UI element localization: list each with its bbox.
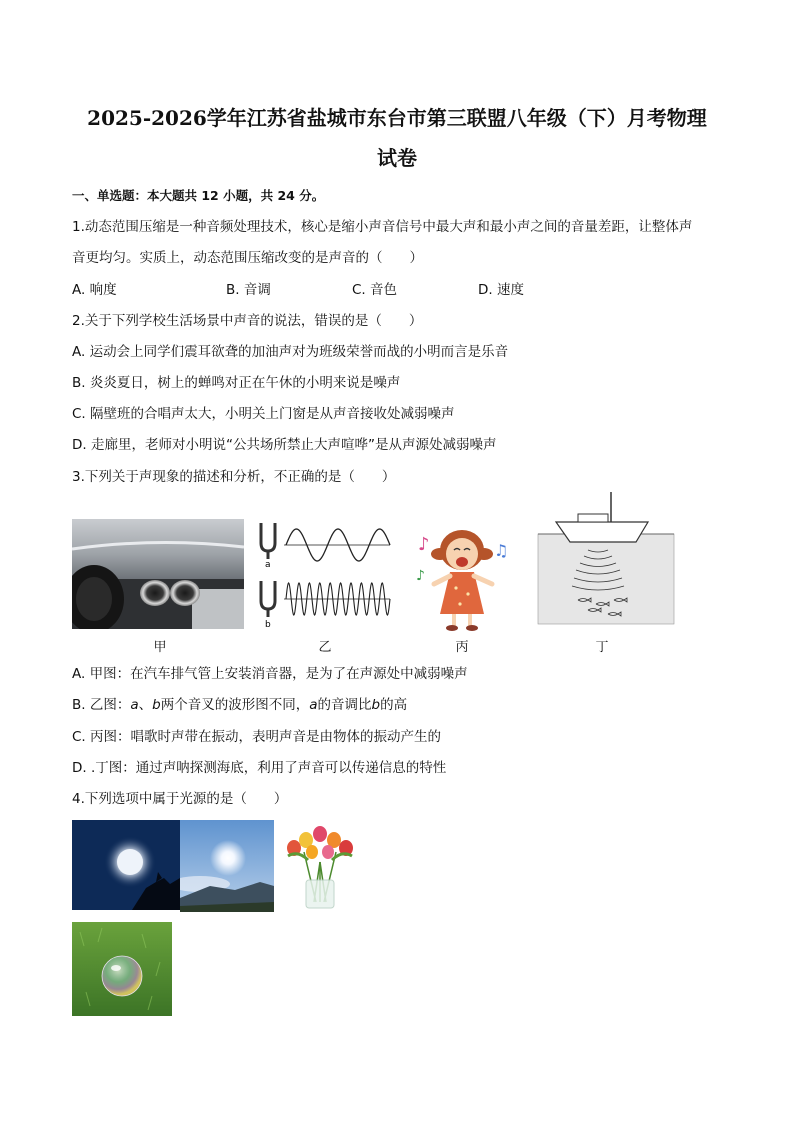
- q1-stem-line1: 1.动态范围压缩是一种音频处理技术，核心是缩小声音信号中最大声和最小声之间的音量差距，让整体声: [72, 219, 693, 235]
- q3-option-b: B. 乙图：a、b两个音叉的波形图不同，a的音调比b的高: [72, 697, 408, 713]
- waveform-b: [286, 583, 390, 615]
- q1-option-c: C. 音色: [352, 282, 398, 298]
- music-note-icon: ♪: [416, 568, 425, 584]
- q3-stem: 3.下列关于声现象的描述和分析，不正确的是（ ）: [72, 469, 396, 485]
- sonar-boat-image: [536, 490, 676, 626]
- soap-bubble-grass-image: [72, 922, 172, 1016]
- exam-title-line2: 试卷: [377, 146, 417, 170]
- tulips-vase-image: [274, 822, 366, 912]
- exam-title-line1: 2025-2026学年江苏省盐城市东台市第三联盟八年级（下）月考物理: [87, 106, 707, 130]
- caption-yi: 乙: [318, 640, 332, 655]
- singing-girl-image: [412, 522, 512, 632]
- q2-option-a: A. 运动会上同学们震耳欲聋的加油声对为班级荣誉而战的小明而言是乐音: [72, 344, 509, 360]
- q2-stem: 2.关于下列学校生活场景中声音的说法，错误的是（ ）: [72, 313, 423, 329]
- q1-stem-line2: 音更均匀。实质上，动态范围压缩改变的是声音的（ ）: [72, 250, 423, 266]
- fork-a-label: a: [265, 560, 271, 570]
- sun-sky-image: [180, 820, 274, 912]
- moon-night-image: [72, 820, 180, 910]
- q3-option-c: C. 丙图：唱歌时声带在振动，表明声音是由物体的振动产生的: [72, 729, 442, 745]
- caption-bing: 丙: [455, 640, 469, 655]
- q1-option-a: A. 响度: [72, 282, 117, 298]
- q3-option-d: D. .丁图：通过声呐探测海底，利用了声音可以传递信息的特性: [72, 760, 447, 776]
- q3-option-a: A. 甲图：在汽车排气管上安装消音器，是为了在声源处中减弱噪声: [72, 666, 468, 682]
- fork-b-label: b: [265, 620, 271, 630]
- music-note-icon: ♫: [494, 541, 509, 560]
- q2-option-b: B. 炎炎夏日，树上的蝉鸣对正在午休的小明来说是噪声: [72, 375, 401, 391]
- q1-option-b: B. 音调: [226, 282, 271, 298]
- caption-jia: 甲: [153, 640, 167, 655]
- car-exhaust-image: [72, 519, 244, 629]
- q4-stem: 4.下列选项中属于光源的是（ ）: [72, 791, 288, 807]
- caption-ding: 丁: [595, 640, 609, 655]
- q2-option-c: C. 隔壁班的合唱声太大，小明关上门窗是从声音接收处减弱噪声: [72, 406, 455, 422]
- music-note-icon: ♪: [418, 534, 430, 555]
- tuning-fork-waveforms: [256, 519, 396, 631]
- q1-option-d: D. 速度: [478, 282, 524, 298]
- q2-option-d: D. 走廊里，老师对小明说“公共场所禁止大声喧哗”是从声源处减弱噪声: [72, 437, 497, 453]
- section-header: 一、单选题：本大题共 12 小题，共 24 分。: [72, 188, 325, 203]
